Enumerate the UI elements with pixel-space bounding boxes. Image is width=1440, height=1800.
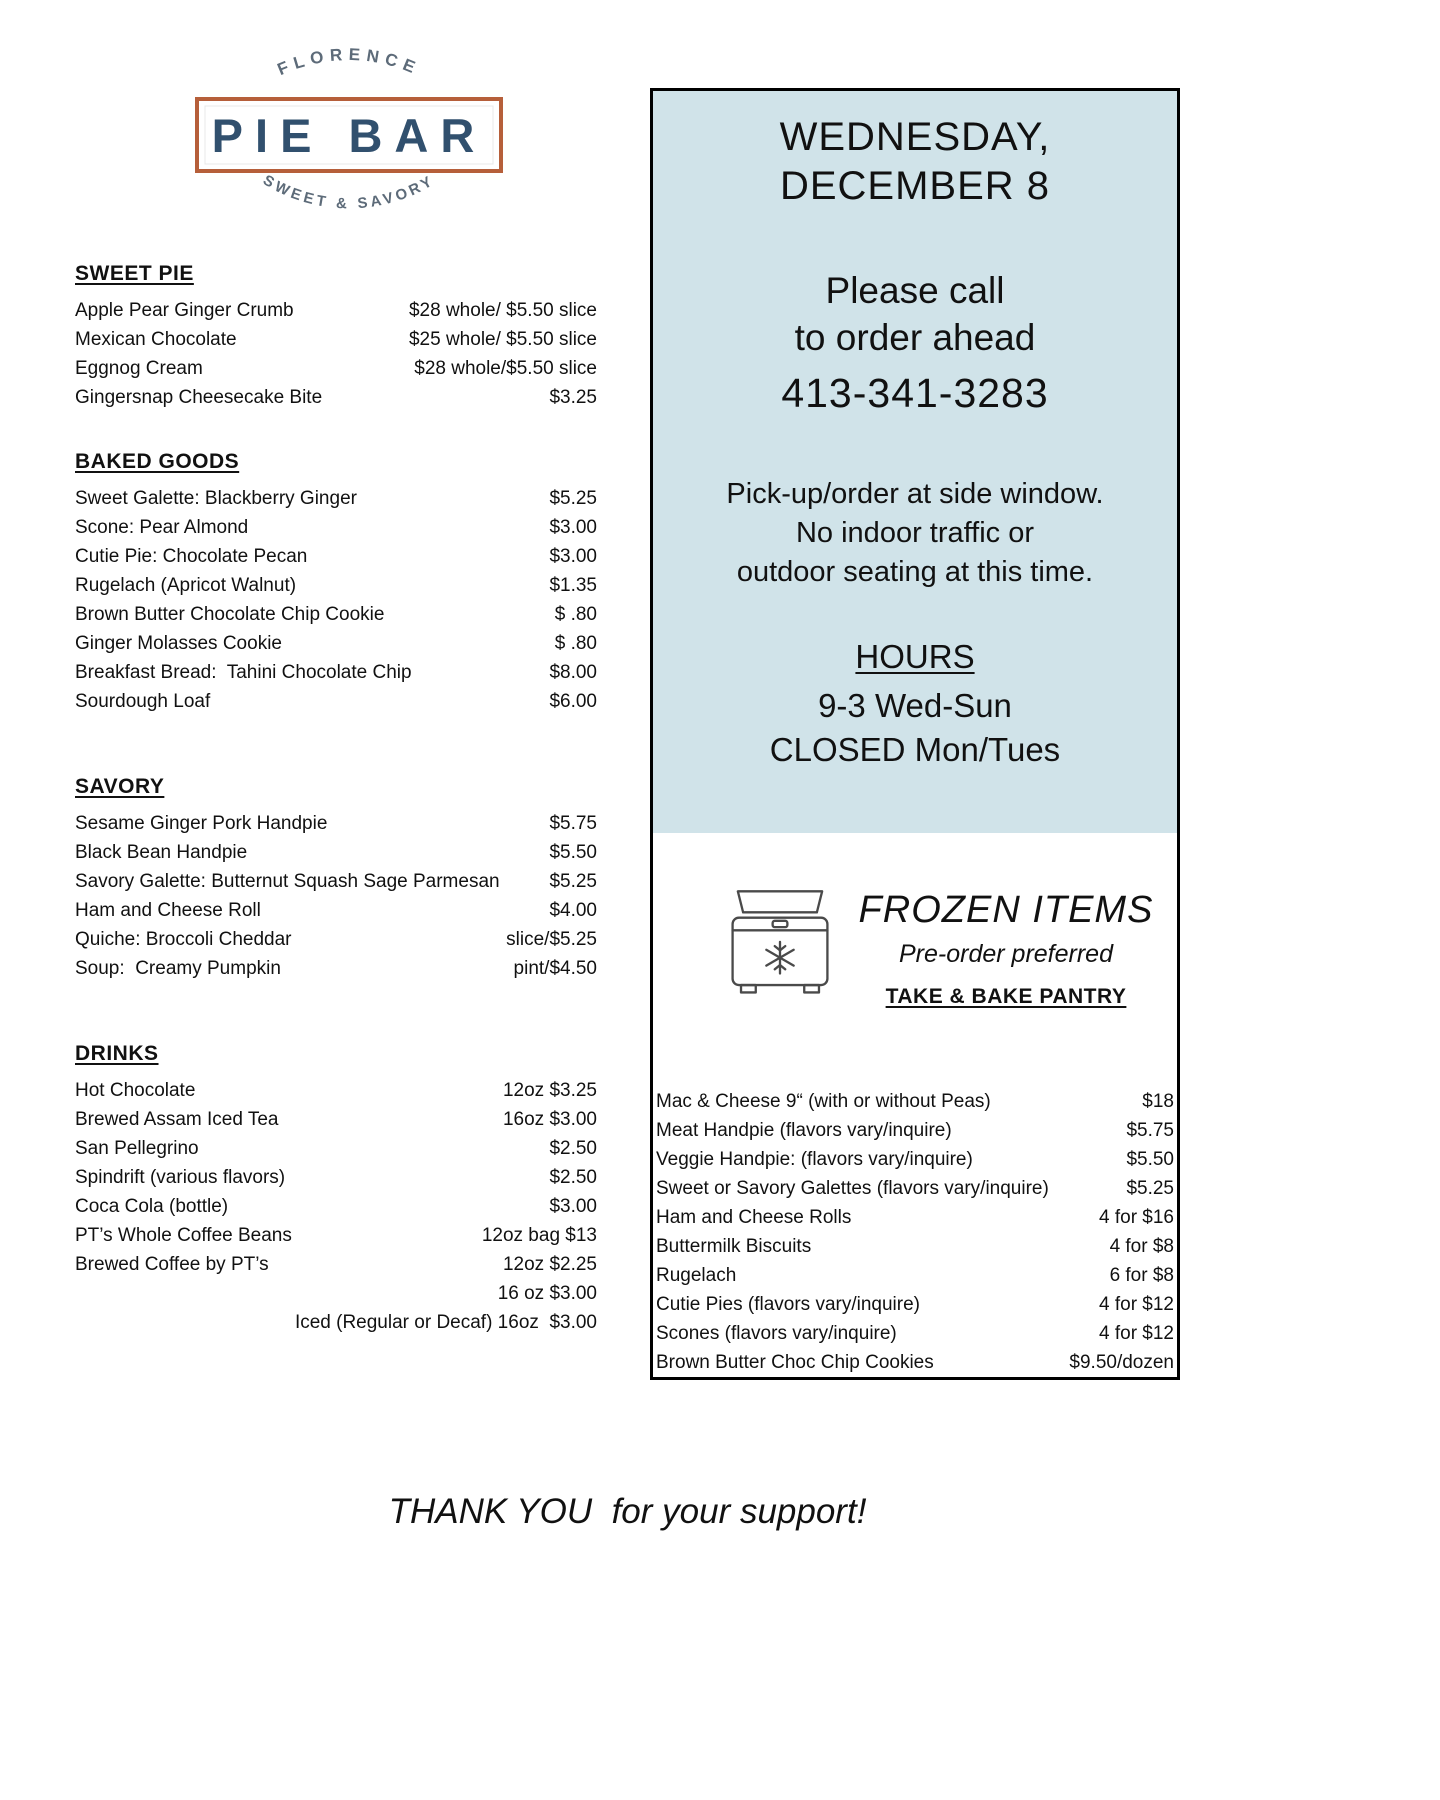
frozen-subtitle: Pre-order preferred xyxy=(899,940,1113,968)
frozen-item-price: 4 for $16 xyxy=(1099,1207,1174,1228)
frozen-item-row xyxy=(656,1174,1174,1203)
frozen-item-name: Veggie Handpie: (flavors vary/inquire) xyxy=(656,1149,973,1170)
hours-line-1: 9-3 Wed-Sun xyxy=(818,687,1012,724)
menu-item-row xyxy=(75,1105,597,1134)
menu-item-price: 12oz bag $13 xyxy=(481,1225,597,1246)
menu-item-row xyxy=(75,296,597,325)
freezer-icon xyxy=(711,885,849,1008)
menu-item-row xyxy=(75,658,597,687)
frozen-item-name: Buttermilk Biscuits xyxy=(656,1236,812,1257)
frozen-item-row xyxy=(656,1087,1174,1116)
menu-item-name: Savory Galette: Butternut Squash Sage Parmesan xyxy=(75,871,500,892)
menu-item-name: San Pellegrino xyxy=(75,1138,199,1159)
section-drinks xyxy=(75,1042,597,1337)
frozen-item-price: $5.25 xyxy=(1126,1178,1174,1199)
menu-item-price: $1.35 xyxy=(549,575,597,596)
menu-item-row xyxy=(75,600,597,629)
menu-item-name: Brewed Assam Iced Tea xyxy=(75,1109,279,1130)
menu-item-price: $5.50 xyxy=(549,842,597,863)
menu-item-price: $3.00 xyxy=(549,546,597,567)
menu-item-row xyxy=(75,1221,597,1250)
frozen-item-name: Meat Handpie (flavors vary/inquire) xyxy=(656,1120,952,1141)
menu-item-price: pint/$4.50 xyxy=(513,958,597,979)
logo-wordmark: PIE BAR xyxy=(211,109,487,162)
menu-item-row xyxy=(75,1134,597,1163)
menu-item-name: Mexican Chocolate xyxy=(75,329,237,350)
menu-item-row xyxy=(75,954,597,983)
frozen-item-row xyxy=(656,1348,1174,1377)
menu-item-price: $ .80 xyxy=(554,633,597,654)
pickup-line-1: Pick-up/order at side window. xyxy=(726,478,1104,510)
frozen-header xyxy=(653,885,1177,1009)
menu-item-name: Brewed Coffee by PT’s xyxy=(75,1254,269,1275)
info-box xyxy=(650,88,1180,1380)
info-panel xyxy=(653,91,1177,833)
menu-item-price: $3.25 xyxy=(549,387,597,408)
menu-item-row xyxy=(75,1308,597,1337)
menu-item-price: $ .80 xyxy=(554,604,597,625)
menu-item-row xyxy=(75,896,597,925)
logo-bottom-arc-text: SWEET & SAVORY xyxy=(260,171,438,213)
menu-item-name: Quiche: Broccoli Cheddar xyxy=(75,929,292,950)
menu-item-price: $28 whole/$5.50 slice xyxy=(414,358,597,379)
menu-item-name: Scone: Pear Almond xyxy=(75,517,249,538)
menu-item-name: Ham and Cheese Roll xyxy=(75,900,261,921)
menu-left-column xyxy=(75,262,597,1337)
logo-top-arc-text: FLORENCE xyxy=(274,44,424,80)
menu-item-name: Black Bean Handpie xyxy=(75,842,248,863)
menu-item-name: Coca Cola (bottle) xyxy=(75,1196,229,1217)
call-line-2: to order ahead xyxy=(794,317,1036,358)
take-and-bake-title: TAKE & BAKE PANTRY xyxy=(885,985,1127,1008)
menu-item-row xyxy=(75,1192,597,1221)
frozen-item-name: Rugelach xyxy=(656,1265,737,1286)
menu-item-price: $2.50 xyxy=(549,1167,597,1188)
frozen-item-price: $9.50/dozen xyxy=(1069,1352,1174,1373)
frozen-item-row xyxy=(656,1290,1174,1319)
menu-item-name: Ginger Molasses Cookie xyxy=(75,633,282,654)
menu-item-price: 12oz $3.25 xyxy=(502,1080,597,1101)
hours-title: HOURS xyxy=(855,638,975,675)
frozen-item-row xyxy=(656,1319,1174,1348)
section-title: SAVORY xyxy=(75,775,165,798)
pie-bar-logo xyxy=(183,14,515,226)
menu-item-row xyxy=(75,809,597,838)
menu-item-row xyxy=(75,325,597,354)
menu-item-price: $5.25 xyxy=(549,871,597,892)
menu-item-name: Sourdough Loaf xyxy=(75,691,211,712)
frozen-item-row xyxy=(656,1145,1174,1174)
menu-item-row xyxy=(75,542,597,571)
menu-item-price: Iced (Regular or Decaf) 16oz $3.00 xyxy=(294,1312,597,1333)
frozen-item-name: Sweet or Savory Galettes (flavors vary/inquire) xyxy=(656,1178,1049,1199)
menu-item-price: $8.00 xyxy=(549,662,597,683)
menu-item-row xyxy=(75,383,597,412)
frozen-item-price: $5.75 xyxy=(1126,1120,1174,1141)
menu-item-name: Rugelach (Apricot Walnut) xyxy=(75,575,297,596)
menu-item-name: Soup: Creamy Pumpkin xyxy=(75,958,281,979)
menu-item-name: Sweet Galette: Blackberry Ginger xyxy=(75,488,357,509)
menu-item-price: $6.00 xyxy=(549,691,597,712)
section-savory xyxy=(75,775,597,983)
menu-item-row xyxy=(75,1163,597,1192)
section-items xyxy=(75,809,597,983)
frozen-item-row xyxy=(656,1203,1174,1232)
menu-item-price: $5.25 xyxy=(549,488,597,509)
menu-item-name: Hot Chocolate xyxy=(75,1080,196,1101)
section-baked-goods xyxy=(75,450,597,716)
menu-item-row xyxy=(75,513,597,542)
menu-item-row xyxy=(75,571,597,600)
frozen-item-price: $5.50 xyxy=(1126,1149,1174,1170)
date-line-2: DECEMBER 8 xyxy=(779,164,1051,208)
hours-line-2: CLOSED Mon/Tues xyxy=(769,731,1061,768)
menu-item-name: Gingersnap Cheesecake Bite xyxy=(75,387,323,408)
section-sweet-pie xyxy=(75,262,597,412)
menu-item-price: $2.50 xyxy=(549,1138,597,1159)
pickup-line-3: outdoor seating at this time. xyxy=(736,556,1094,588)
menu-item-row xyxy=(75,1279,597,1308)
menu-item-row xyxy=(75,1076,597,1105)
phone-number: 413-341-3283 xyxy=(781,370,1049,416)
menu-item-row xyxy=(75,687,597,716)
frozen-item-name: Cutie Pies (flavors vary/inquire) xyxy=(656,1294,920,1315)
logo-graphic xyxy=(183,14,515,226)
frozen-item-row xyxy=(656,1261,1174,1290)
frozen-item-price: 4 for $12 xyxy=(1099,1294,1174,1315)
frozen-item-row xyxy=(656,1116,1174,1145)
section-items xyxy=(75,1076,597,1337)
menu-item-row xyxy=(75,629,597,658)
frozen-item-name: Mac & Cheese 9“ (with or without Peas) xyxy=(656,1091,991,1112)
frozen-items-title: FROZEN ITEMS xyxy=(858,889,1154,931)
menu-item-price: $5.75 xyxy=(549,813,597,834)
hours-details xyxy=(653,684,1177,772)
frozen-item-name: Ham and Cheese Rolls xyxy=(656,1207,852,1228)
frozen-list xyxy=(653,1087,1177,1377)
menu-item-row xyxy=(75,1250,597,1279)
menu-item-price: slice/$5.25 xyxy=(506,929,597,950)
menu-item-price: $4.00 xyxy=(549,900,597,921)
frozen-item-row xyxy=(656,1232,1174,1261)
section-title: SWEET PIE xyxy=(75,262,194,285)
menu-item-name: Cutie Pie: Chocolate Pecan xyxy=(75,546,308,567)
menu-item-price: 12oz $2.25 xyxy=(502,1254,597,1275)
menu-item-row xyxy=(75,838,597,867)
menu-item-price: 16oz $3.00 xyxy=(502,1109,597,1130)
section-items xyxy=(75,484,597,716)
menu-item-price: $28 whole/ $5.50 slice xyxy=(408,300,597,321)
menu-item-name: Sesame Ginger Pork Handpie xyxy=(75,813,328,834)
menu-item-price: $3.00 xyxy=(549,517,597,538)
menu-item-row xyxy=(75,925,597,954)
frozen-item-price: 4 for $12 xyxy=(1099,1323,1174,1344)
frozen-item-price: 6 for $8 xyxy=(1109,1265,1174,1286)
call-line-1: Please call xyxy=(825,270,1005,311)
menu-item-name: Apple Pear Ginger Crumb xyxy=(75,300,294,321)
menu-item-name: Brown Butter Chocolate Chip Cookie xyxy=(75,604,385,625)
frozen-item-price: $18 xyxy=(1142,1091,1174,1112)
menu-item-row xyxy=(75,867,597,896)
thank-you-note: THANK YOU for your support! xyxy=(388,1492,867,1531)
menu-item-price: $3.00 xyxy=(549,1196,597,1217)
menu-item-name: Spindrift (various flavors) xyxy=(75,1167,286,1188)
frozen-titles xyxy=(849,885,1177,1009)
section-title: DRINKS xyxy=(75,1042,159,1065)
frozen-item-price: 4 for $8 xyxy=(1109,1236,1174,1257)
frozen-item-name: Brown Butter Choc Chip Cookies xyxy=(656,1352,934,1373)
pickup-note xyxy=(653,475,1177,592)
frozen-item-name: Scones (flavors vary/inquire) xyxy=(656,1323,897,1344)
section-items xyxy=(75,296,597,412)
menu-item-price: $25 whole/ $5.50 slice xyxy=(408,329,597,350)
date-line-1: WEDNESDAY, xyxy=(779,115,1051,159)
menu-item-name: PT’s Whole Coffee Beans xyxy=(75,1225,292,1246)
date-heading xyxy=(653,113,1177,211)
menu-item-price: 16 oz $3.00 xyxy=(497,1283,597,1304)
pickup-line-2: No indoor traffic or xyxy=(795,517,1035,549)
section-title: BAKED GOODS xyxy=(75,450,240,473)
menu-item-name: Eggnog Cream xyxy=(75,358,203,379)
menu-item-row xyxy=(75,484,597,513)
menu-item-name: Breakfast Bread: Tahini Chocolate Chip xyxy=(75,662,412,683)
call-ahead-note xyxy=(653,267,1177,361)
menu-item-row xyxy=(75,354,597,383)
